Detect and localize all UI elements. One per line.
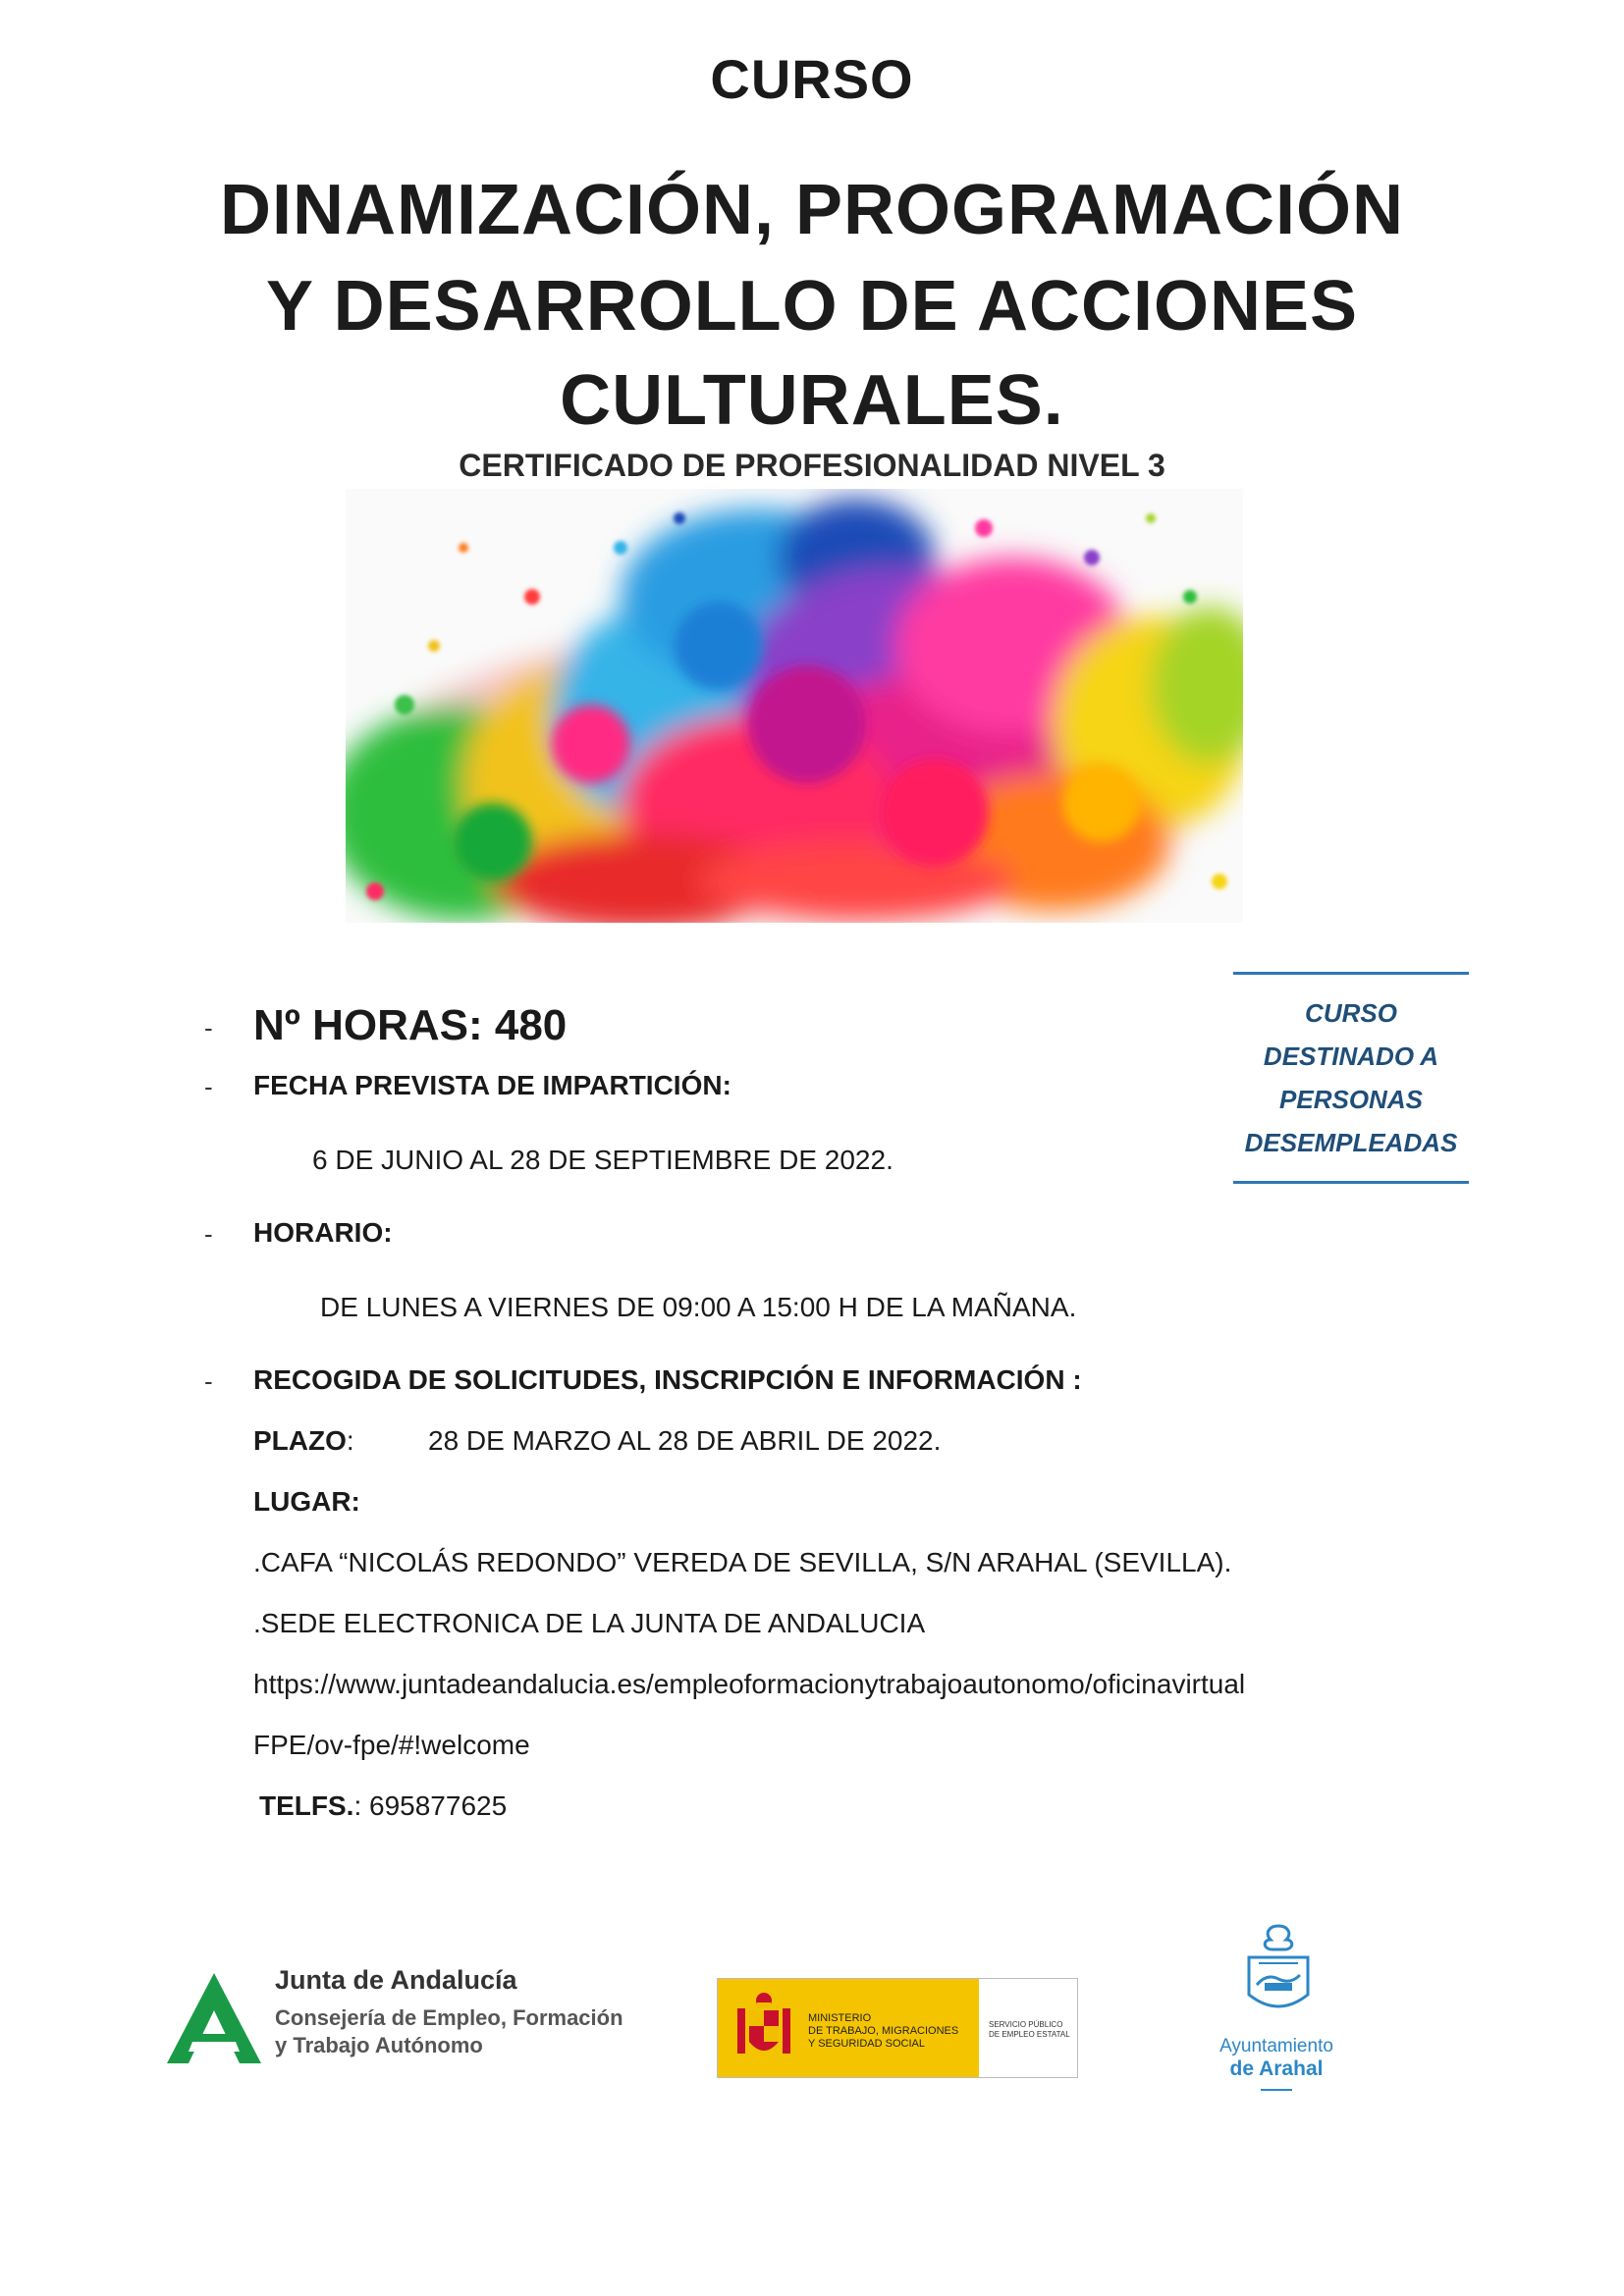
target-line-4: DESEMPLEADAS xyxy=(1244,1128,1458,1157)
junta-sub-2: y Trabajo Autónomo xyxy=(275,2033,483,2057)
bullet-dash: - xyxy=(204,1072,213,1101)
horario-label: HORARIO: xyxy=(253,1217,393,1248)
plazo-label: PLAZO xyxy=(253,1425,347,1456)
recogida-label: RECOGIDA DE SOLICITUDES, INSCRIPCIÓN E INFORMACIÓN : xyxy=(253,1364,1082,1395)
plazo-value: 28 DE MARZO AL 28 DE ABRIL DE 2022. xyxy=(428,1425,942,1456)
ministerio-text xyxy=(808,2012,958,2051)
bullet-dash: - xyxy=(204,1219,213,1249)
target-line-1: CURSO xyxy=(1305,998,1397,1028)
fecha-label: FECHA PREVISTA DE IMPARTICIÓN: xyxy=(253,1070,731,1100)
arahal-underline xyxy=(1261,2089,1292,2091)
horario-value: DE LUNES A VIERNES DE 09:00 A 15:00 H DE LA MAÑANA. xyxy=(320,1292,1077,1322)
target-audience-box xyxy=(1233,972,1469,1184)
telfs-value: : 695877625 xyxy=(353,1790,508,1821)
junta-a-icon xyxy=(167,1973,261,2063)
target-line-2: DESTINADO A xyxy=(1263,1041,1439,1071)
arahal-shield-icon xyxy=(1241,1924,1316,2022)
target-line-3: PERSONAS xyxy=(1279,1085,1423,1114)
sede-url-line-1[interactable]: https://www.juntadeandalucia.es/empleoformacionytrabajoautonomo/oficinavirtual xyxy=(253,1669,1246,1699)
sepe-line-1: SERVICIO PÚBLICO xyxy=(989,2020,1063,2029)
certificate-subtitle: CERTIFICADO DE PROFESIONALIDAD NIVEL 3 xyxy=(459,448,1165,483)
plazo-colon: : xyxy=(346,1425,354,1456)
spain-coat-of-arms-icon xyxy=(731,1991,796,2065)
telfs-row xyxy=(259,1790,507,1822)
telfs-label: TELFS. xyxy=(259,1790,354,1821)
fecha-value: 6 DE JUNIO AL 28 DE SEPTIEMBRE DE 2022. xyxy=(312,1145,893,1175)
lugar-line-1: .CAFA “NICOLÁS REDONDO” VEREDA DE SEVILLA, S/N ARAHAL (SEVILLA). xyxy=(253,1547,1232,1577)
ministerio-line-1: MINISTERIO xyxy=(808,2012,872,2024)
ministerio-line-2: DE TRABAJO, MIGRACIONES xyxy=(808,2025,959,2037)
lugar-line-2: .SEDE ELECTRONICA DE LA JUNTA DE ANDALUCIA xyxy=(253,1608,926,1638)
bullet-dash: - xyxy=(204,1013,213,1042)
hours-label: Nº HORAS: 480 xyxy=(253,1001,568,1049)
arahal-line-2: de Arahal xyxy=(1229,2057,1324,2080)
plazo-row xyxy=(253,1425,354,1457)
arahal-line-1: Ayuntamiento xyxy=(1219,2036,1333,2056)
paint-splash-image xyxy=(346,489,1243,923)
lugar-label: LUGAR: xyxy=(253,1486,360,1517)
course-title-line-3: CULTURALES. xyxy=(560,361,1064,440)
ministerio-trabajo-logo xyxy=(717,1978,1078,2078)
course-title-line-1: DINAMIZACIÓN, PROGRAMACIÓN xyxy=(220,171,1404,249)
junta-andalucia-logo xyxy=(167,1963,638,2071)
course-kicker: CURSO xyxy=(710,48,914,110)
sepe-text xyxy=(989,2020,1070,2040)
sepe-line-2: DE EMPLEO ESTATAL xyxy=(989,2030,1070,2039)
junta-name: Junta de Andalucía xyxy=(275,1965,517,1995)
ayuntamiento-arahal-logo xyxy=(1198,1924,1355,2096)
ministerio-line-3: Y SEGURIDAD SOCIAL xyxy=(808,2038,925,2050)
course-title-line-2: Y DESARROLLO DE ACCIONES xyxy=(265,267,1359,346)
sede-url-line-2[interactable]: FPE/ov-fpe/#!welcome xyxy=(253,1730,530,1760)
junta-sub-1: Consejería de Empleo, Formación xyxy=(275,2005,623,2030)
bullet-dash: - xyxy=(204,1366,213,1396)
